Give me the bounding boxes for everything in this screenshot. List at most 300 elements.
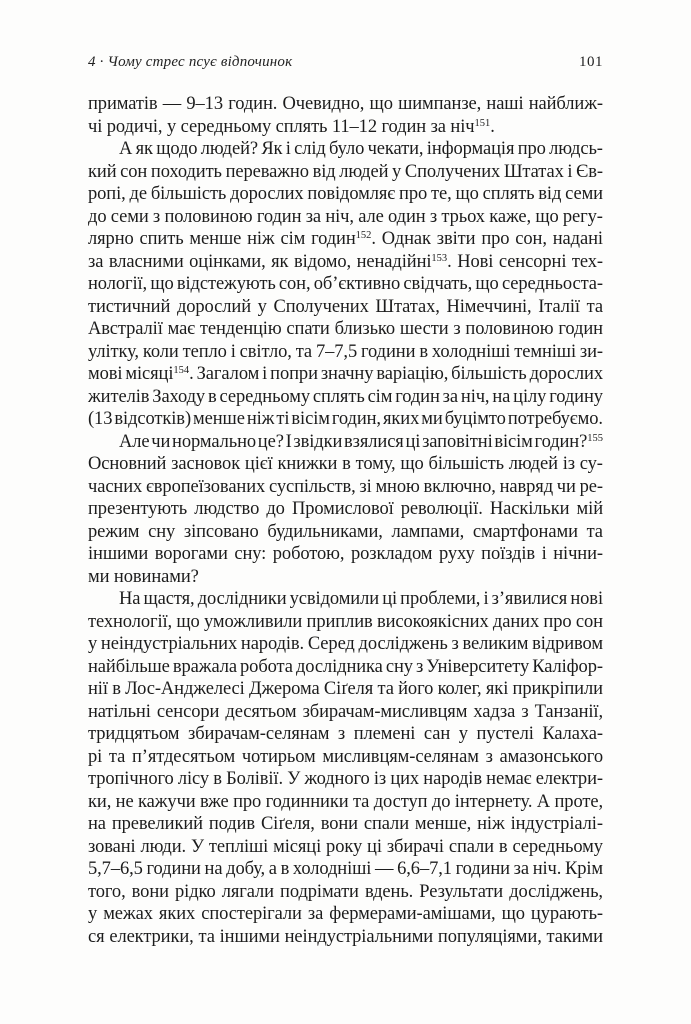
word: дорослих bbox=[529, 364, 603, 384]
word: шести bbox=[399, 319, 449, 339]
text-line bbox=[88, 611, 603, 634]
word: неіндустріальними bbox=[284, 926, 434, 947]
word: відсотків) bbox=[114, 409, 192, 429]
word: Каліфор- bbox=[532, 656, 603, 677]
word: немає bbox=[486, 769, 532, 789]
running-header bbox=[88, 54, 603, 70]
word: межах bbox=[103, 904, 153, 924]
text-line bbox=[88, 813, 603, 836]
word: слід bbox=[294, 139, 326, 159]
word: середньому bbox=[219, 386, 310, 407]
word: з bbox=[429, 206, 438, 227]
word: з bbox=[453, 319, 461, 339]
word: Але bbox=[119, 431, 150, 452]
word: відстежують bbox=[176, 274, 276, 294]
word: сан bbox=[423, 724, 451, 744]
word: яких bbox=[382, 409, 420, 429]
text-line bbox=[88, 858, 603, 881]
word: фермерами-амішами, bbox=[329, 904, 496, 924]
word: року bbox=[326, 836, 363, 857]
word: А bbox=[536, 791, 551, 812]
word: з bbox=[415, 656, 424, 677]
word: менше bbox=[193, 409, 245, 429]
word: превеликий bbox=[111, 814, 203, 834]
word: ці bbox=[405, 431, 421, 452]
word: цієї bbox=[244, 454, 273, 474]
word: місяці bbox=[273, 836, 322, 857]
word: годину bbox=[549, 386, 603, 407]
footnote-reference: 151 bbox=[474, 117, 491, 129]
word: неіндустріальних bbox=[100, 634, 238, 654]
footnote-reference: 152 bbox=[355, 230, 372, 241]
word: та bbox=[198, 926, 215, 947]
word: у bbox=[88, 904, 98, 924]
word: даних bbox=[492, 611, 540, 632]
word: індустріалі- bbox=[510, 814, 603, 834]
word: про bbox=[399, 184, 428, 204]
word: із bbox=[562, 454, 575, 474]
word: Нові bbox=[457, 251, 494, 272]
word: сім bbox=[280, 229, 306, 249]
word: про bbox=[543, 611, 572, 632]
word: в bbox=[280, 859, 290, 879]
paragraph bbox=[88, 93, 603, 138]
text-line bbox=[88, 768, 603, 791]
word: про bbox=[481, 229, 510, 249]
word: тепліші bbox=[208, 836, 269, 857]
word: високоякісних bbox=[376, 611, 489, 632]
word: доступ bbox=[373, 791, 428, 812]
word: І bbox=[285, 431, 292, 452]
word: яких bbox=[158, 904, 196, 924]
word: включно, bbox=[423, 476, 496, 497]
word: темніші bbox=[514, 341, 576, 362]
text-line bbox=[88, 926, 603, 949]
word: звідки bbox=[293, 431, 343, 452]
word: сплять bbox=[482, 184, 535, 204]
word: і bbox=[262, 364, 268, 384]
word: досліджень bbox=[358, 634, 448, 654]
word: годин bbox=[558, 319, 603, 339]
page-number: 101 bbox=[579, 54, 603, 70]
word: близько bbox=[334, 319, 396, 339]
word: що bbox=[150, 274, 174, 294]
word: 9–13 bbox=[186, 94, 223, 114]
word: про bbox=[517, 139, 546, 159]
word: революції. bbox=[400, 499, 483, 519]
word: Італії bbox=[538, 296, 580, 317]
word: з bbox=[337, 724, 346, 744]
text-line bbox=[88, 363, 603, 386]
word: лампами, bbox=[391, 521, 465, 542]
text-line bbox=[88, 296, 603, 319]
word: тех- bbox=[571, 251, 603, 272]
word: прикріпили bbox=[512, 679, 603, 699]
text-line bbox=[88, 678, 603, 701]
word: десятьом bbox=[225, 701, 297, 722]
word: що bbox=[400, 454, 424, 474]
word: за bbox=[305, 206, 322, 227]
word: відривом bbox=[532, 634, 603, 654]
word: електрики, bbox=[109, 926, 194, 947]
word: за bbox=[442, 386, 458, 407]
word: оцінками, bbox=[189, 251, 266, 272]
word: що bbox=[535, 206, 559, 227]
word: у bbox=[458, 724, 468, 744]
word: з bbox=[451, 634, 459, 654]
word: більшість bbox=[150, 184, 227, 204]
word: Єв- bbox=[576, 161, 603, 182]
word: та bbox=[377, 679, 394, 699]
paragraph bbox=[88, 431, 603, 589]
word: вісім bbox=[494, 431, 533, 452]
page-body bbox=[88, 93, 603, 948]
word: сім bbox=[367, 386, 393, 407]
word: наші bbox=[486, 94, 524, 114]
text-line bbox=[88, 408, 603, 431]
word: Лос-Анджелесі bbox=[125, 679, 245, 699]
word: годинники bbox=[265, 791, 349, 812]
word: годин bbox=[256, 206, 302, 227]
word: — bbox=[162, 94, 182, 114]
word: технології, bbox=[88, 611, 173, 632]
word: половиною bbox=[465, 319, 554, 339]
word: і bbox=[230, 341, 236, 362]
word: з’явилися bbox=[491, 589, 568, 609]
word: європеїзованих bbox=[145, 476, 266, 497]
word: і bbox=[483, 589, 489, 609]
word: години bbox=[146, 859, 201, 879]
word: сенсорні bbox=[498, 251, 567, 272]
word: Промислової bbox=[291, 499, 394, 519]
word: хадза bbox=[473, 701, 516, 722]
word: збирачам-мисливцям bbox=[302, 701, 468, 722]
word: (13 bbox=[88, 409, 113, 429]
word: книжки bbox=[277, 454, 338, 474]
word: тепло bbox=[182, 341, 227, 362]
word: щастя, bbox=[143, 589, 195, 609]
word: чи bbox=[556, 476, 576, 497]
word: 7–7,5 bbox=[315, 341, 358, 362]
text-line bbox=[88, 836, 603, 859]
text-line bbox=[88, 543, 603, 566]
word: тридцятьом bbox=[88, 724, 180, 744]
text-line bbox=[88, 633, 603, 656]
word: пустелі bbox=[476, 724, 534, 744]
word: проте, bbox=[554, 791, 603, 812]
word: спали bbox=[363, 814, 409, 834]
word: ропі, bbox=[88, 184, 126, 204]
word: на bbox=[204, 859, 223, 879]
word: Сіґеля bbox=[323, 679, 374, 699]
word: походить bbox=[150, 161, 222, 182]
word: людей bbox=[508, 454, 558, 474]
word: попри bbox=[270, 364, 318, 384]
text-line bbox=[88, 521, 603, 544]
word: вже bbox=[200, 791, 229, 812]
word: уможливили bbox=[204, 611, 303, 632]
footnote-reference: 153 bbox=[431, 252, 448, 264]
text-line bbox=[88, 903, 603, 926]
word: чи bbox=[151, 431, 171, 452]
word: до bbox=[88, 206, 107, 227]
word: часних bbox=[88, 476, 143, 497]
word: — bbox=[375, 859, 394, 879]
word: досліджень, bbox=[509, 881, 603, 902]
text-line bbox=[88, 273, 603, 296]
word: щодо bbox=[156, 139, 198, 159]
word: що bbox=[455, 184, 479, 204]
word: нії bbox=[88, 679, 108, 699]
word: взялися bbox=[344, 431, 404, 452]
word: ці bbox=[367, 836, 382, 857]
word: на bbox=[88, 814, 106, 834]
word: ре- bbox=[579, 476, 603, 497]
word: народів bbox=[423, 769, 482, 789]
word: Штатах bbox=[503, 161, 564, 182]
word: це? bbox=[257, 431, 284, 452]
word: Калаха- bbox=[542, 724, 603, 744]
word: цих bbox=[390, 769, 420, 789]
word: спали bbox=[448, 836, 494, 857]
word: подрімати bbox=[280, 881, 359, 902]
word: у bbox=[257, 296, 267, 317]
word: А bbox=[119, 139, 133, 159]
word: На bbox=[119, 589, 141, 609]
word: того, bbox=[88, 881, 126, 902]
word: свідчать, bbox=[403, 274, 473, 294]
word: половиною bbox=[164, 206, 253, 227]
word: тропічного bbox=[88, 769, 174, 789]
word: Німеччині, bbox=[446, 296, 532, 317]
word: значну bbox=[320, 364, 374, 384]
word: регу- bbox=[562, 206, 603, 227]
word: людей bbox=[339, 161, 389, 182]
word: і bbox=[567, 161, 573, 182]
word: та bbox=[586, 521, 603, 542]
word: У bbox=[191, 836, 204, 857]
word: з bbox=[485, 746, 493, 767]
text-line bbox=[88, 453, 603, 476]
word: світло, bbox=[239, 341, 292, 362]
word: холодніші bbox=[292, 859, 372, 879]
word: Сіґеля, bbox=[260, 814, 315, 834]
paragraph bbox=[88, 588, 603, 948]
word: режим bbox=[88, 521, 140, 542]
text-line bbox=[88, 318, 603, 341]
word: в bbox=[498, 836, 508, 857]
word: до bbox=[266, 499, 285, 519]
word: за bbox=[307, 904, 324, 924]
footnote-reference: 155 bbox=[587, 432, 603, 444]
word: люди. bbox=[140, 836, 187, 857]
word: популяціями, bbox=[437, 926, 542, 947]
word: цілу bbox=[513, 386, 547, 407]
word: руху bbox=[438, 544, 475, 564]
text-line bbox=[88, 386, 603, 409]
word: сон bbox=[120, 161, 148, 182]
word: як bbox=[271, 251, 289, 272]
word: Австралії bbox=[88, 319, 163, 339]
word: ворогами bbox=[154, 544, 228, 564]
word: ці bbox=[382, 589, 398, 609]
word: Танзанії, bbox=[534, 701, 603, 722]
text-line bbox=[88, 588, 603, 611]
word: зи- bbox=[579, 341, 603, 362]
word: Штатах, bbox=[375, 296, 440, 317]
word: електри- bbox=[535, 769, 603, 789]
text-line: ми новинами? bbox=[88, 566, 199, 587]
word: і bbox=[285, 139, 291, 159]
word: чотирьом bbox=[241, 746, 316, 767]
word: усвідомили bbox=[289, 589, 380, 609]
word: засновок bbox=[171, 454, 241, 474]
word: презентують bbox=[88, 499, 188, 519]
word: мною bbox=[375, 476, 420, 497]
word: дорослий bbox=[176, 296, 252, 317]
word: в bbox=[213, 769, 222, 789]
word: годин$^{152}$. bbox=[311, 229, 376, 249]
word: Результати bbox=[419, 881, 504, 902]
word: години bbox=[361, 341, 416, 362]
word: людей? bbox=[200, 139, 258, 159]
word: місяці$^{154}$. bbox=[125, 364, 194, 384]
word: середньому bbox=[512, 836, 603, 857]
word: та bbox=[295, 341, 313, 362]
word: тенденцію bbox=[199, 319, 282, 339]
word: народів. bbox=[240, 634, 305, 654]
word: такими bbox=[546, 926, 603, 947]
word: середньоста- bbox=[501, 274, 603, 294]
word: тому, bbox=[355, 454, 396, 474]
word: нічни- bbox=[553, 544, 603, 564]
word: буцімто bbox=[444, 409, 506, 429]
word: Сполучених bbox=[404, 161, 501, 182]
text-line bbox=[88, 206, 603, 229]
word: як bbox=[135, 139, 153, 159]
footnote-reference: 154 bbox=[173, 365, 190, 376]
word: за bbox=[88, 251, 104, 272]
word: людство bbox=[194, 499, 260, 519]
word: суспільств, bbox=[268, 476, 356, 497]
word: від bbox=[538, 184, 562, 204]
word: те, bbox=[430, 184, 452, 204]
word: Очевидно, bbox=[282, 94, 365, 114]
word: з bbox=[521, 701, 529, 722]
word: У bbox=[287, 769, 301, 789]
word: повідомляє bbox=[307, 184, 396, 204]
word: в bbox=[419, 341, 428, 362]
word: ки, bbox=[88, 791, 112, 812]
text-line bbox=[88, 881, 603, 904]
word: більшість bbox=[451, 364, 527, 384]
word: що bbox=[475, 274, 499, 294]
word: коли bbox=[142, 341, 179, 362]
word: сну bbox=[385, 656, 413, 677]
word: об’єктивно bbox=[313, 274, 401, 294]
text-line bbox=[88, 93, 603, 116]
word: менше bbox=[189, 229, 242, 249]
word: і bbox=[541, 544, 547, 564]
word: жодного bbox=[304, 769, 370, 789]
word: 5,7–6,5 bbox=[88, 859, 143, 879]
paragraph bbox=[88, 138, 603, 431]
word: холодніші bbox=[431, 341, 511, 362]
word: заповітні bbox=[422, 431, 493, 452]
word: чекати, bbox=[367, 139, 424, 159]
word: ніч, bbox=[460, 386, 490, 407]
word: трьох bbox=[441, 206, 485, 227]
word: його bbox=[398, 679, 434, 699]
word: смартфонами bbox=[472, 521, 578, 542]
word: та bbox=[108, 746, 126, 767]
word: шимпанзе, bbox=[398, 94, 482, 114]
text-line bbox=[88, 723, 603, 746]
word: збирачам-селянам bbox=[188, 724, 330, 744]
text-line bbox=[88, 476, 603, 499]
word: сну: bbox=[234, 544, 267, 564]
word: Крім bbox=[564, 859, 603, 879]
word: роботою, bbox=[272, 544, 345, 564]
text-line bbox=[88, 498, 603, 521]
word: нології, bbox=[88, 274, 148, 294]
word: години bbox=[455, 859, 510, 879]
word: ніж bbox=[246, 409, 275, 429]
word: власними bbox=[108, 251, 184, 272]
word: один bbox=[388, 206, 426, 227]
text-line bbox=[88, 183, 603, 206]
word: Заходу bbox=[152, 386, 206, 407]
word: іншими bbox=[88, 544, 149, 564]
word: кажучи bbox=[138, 791, 196, 812]
word: поїздів bbox=[481, 544, 536, 564]
word: су- bbox=[579, 454, 603, 474]
text-line bbox=[88, 138, 603, 161]
word: великим bbox=[462, 634, 529, 654]
word: проблеми, bbox=[400, 589, 481, 609]
word: вражала bbox=[172, 656, 237, 677]
word: сплять bbox=[312, 386, 365, 407]
word: з bbox=[152, 206, 161, 227]
word: було bbox=[329, 139, 365, 159]
word: розкладом bbox=[351, 544, 433, 564]
word: із bbox=[373, 769, 387, 789]
word: лярно bbox=[88, 229, 134, 249]
word: у bbox=[392, 161, 402, 182]
word: будильниками, bbox=[267, 521, 383, 542]
word: подив bbox=[208, 814, 256, 834]
word: в bbox=[342, 454, 351, 474]
word: семи bbox=[565, 184, 603, 204]
word: племені bbox=[353, 724, 416, 744]
word: Джерома bbox=[248, 679, 320, 699]
word: каже, bbox=[489, 206, 532, 227]
word: в bbox=[207, 386, 217, 407]
word: ніж bbox=[247, 229, 275, 249]
word: робота bbox=[240, 656, 293, 677]
text-line bbox=[88, 791, 603, 814]
word: приплив bbox=[306, 611, 373, 632]
word: ненадійні$^{153}$. bbox=[356, 251, 452, 272]
word: п’ятдесятьом bbox=[131, 746, 236, 767]
word: за bbox=[513, 859, 529, 879]
word: та bbox=[586, 296, 603, 317]
word: Наскільки bbox=[489, 499, 570, 519]
word: сон bbox=[575, 611, 603, 632]
text-line bbox=[88, 251, 603, 274]
word: інтернету. bbox=[454, 791, 533, 812]
word: де bbox=[129, 184, 147, 204]
